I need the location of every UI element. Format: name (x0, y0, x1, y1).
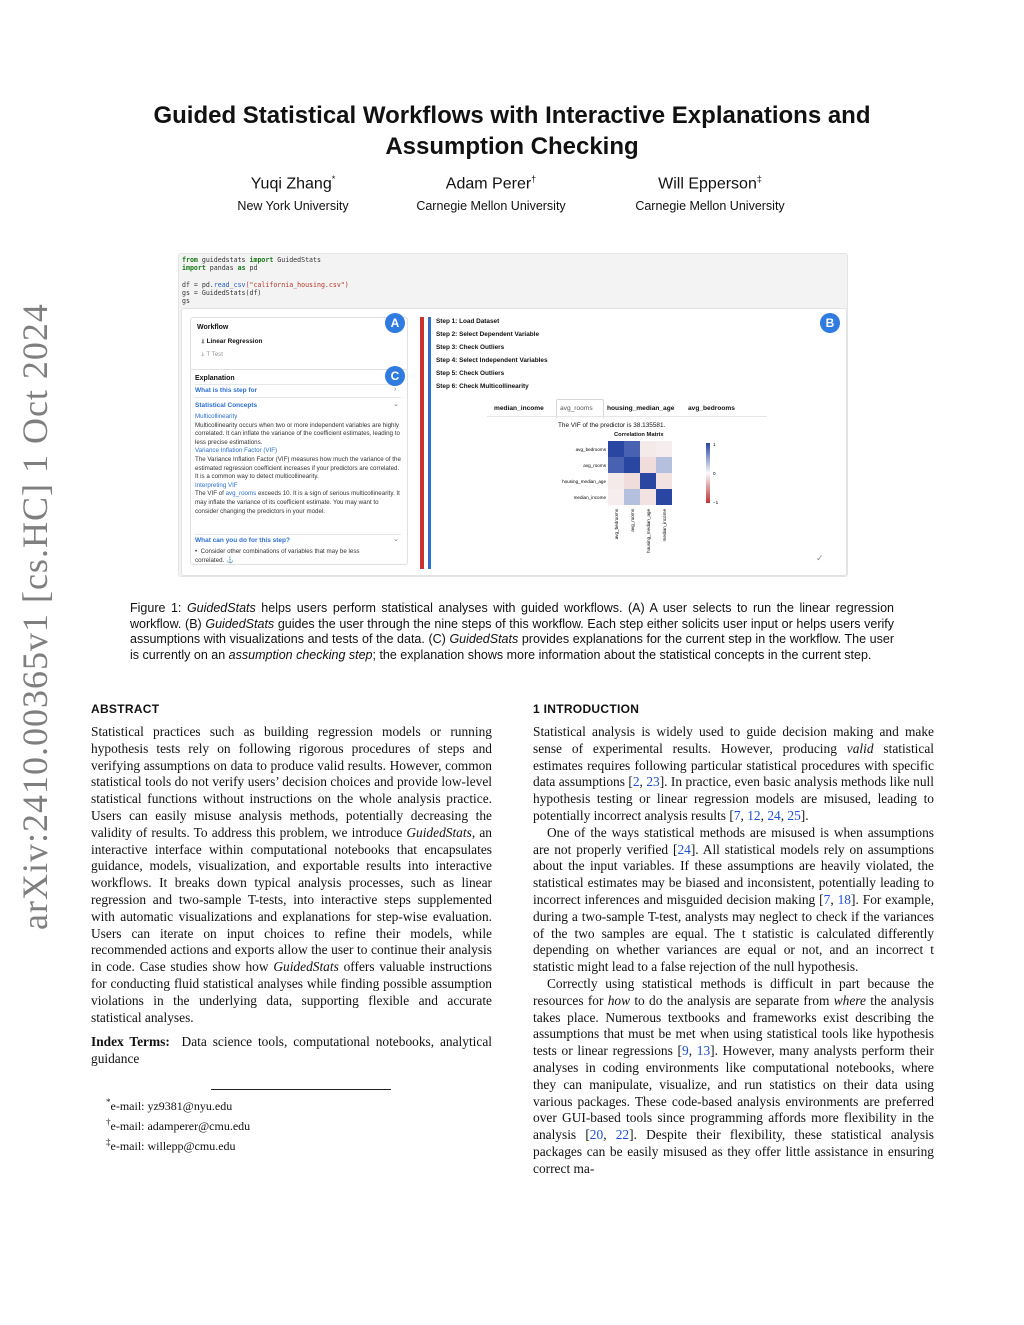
citation[interactable]: 24 (767, 807, 781, 823)
concept-interpreting-vif-text (195, 490, 401, 516)
text-span: exceeds 10. It is a sign of serious multicollinearity. It may inflate the variance of its coefficient estimate. You may want to consider changing the predictors in your model. (195, 490, 400, 515)
badge-a: A (385, 313, 405, 333)
text-segment: , (760, 807, 768, 823)
explanation-panel (190, 369, 408, 565)
badge-b: B (820, 313, 840, 333)
text-segment: Statistical analysis is widely used to guide decision making and make sense of experimental results. However, producing (533, 724, 934, 756)
text-segment: ]. In practice, even basic analysis methods like null hypothesis testing or linear regression models are misused, leading to potentially incorrect analysis results [ (533, 774, 934, 823)
author-mark: † (531, 174, 537, 184)
step-4[interactable]: Step 4: Select Independent Variables (436, 357, 548, 364)
workflow-panel (190, 317, 408, 371)
row-label: median_income (573, 495, 606, 500)
caption-segment: GuidedStats (205, 616, 275, 631)
heatmap-cell (656, 457, 672, 473)
concept-interpreting-vif-title: Interpreting VIF (195, 481, 238, 489)
code-token: read_csv (213, 280, 246, 289)
footnote-3 (106, 1135, 250, 1155)
footnote-mark: † (106, 1116, 111, 1127)
guidedstats-widget (181, 308, 847, 576)
text-segment: ]. (800, 807, 809, 823)
abstract-segment: offers valuable instructions for conducting fluid statistical analyses while finding possible assumption violations in the underlying data, supporting flexible and accurate statistical analyses. (91, 959, 493, 1025)
row-label: housing_median_age (562, 479, 606, 484)
citation[interactable]: 23 (646, 774, 660, 790)
text-segment: , (603, 1127, 616, 1143)
suggestion-item (195, 548, 385, 565)
footnote-mark: * (106, 1097, 111, 1107)
caption-segment: guides the user through the nine steps of this workflow. Each step either solicits user input or helps users verify assumptions with visualizations and tests of the data. (C) (130, 616, 894, 647)
heatmap-cell (656, 441, 672, 457)
step-1[interactable]: Step 1: Load Dataset (436, 318, 500, 325)
step-3[interactable]: Step 3: Check Outliers (436, 344, 505, 351)
caption-segment: provides explanations for the current step in the workflow. The user is currently on an (130, 632, 894, 662)
column-label: avg_bedrooms (614, 509, 619, 540)
chevron-right-icon[interactable]: › (394, 386, 397, 393)
code-token: pd (245, 264, 258, 273)
correlation-matrix-chart (562, 437, 719, 557)
index-terms-text: Data science tools, computational notebooks, analytical guidance (91, 1034, 493, 1067)
row-label: avg_bedrooms (575, 447, 606, 452)
concept-vif-text: The Variance Inflation Factor (VIF) measures how much the variance of the estimated regression coefficient increases if your predictors are correlated. It is a common way to detect multicollinearity. (195, 455, 401, 481)
author-name: Adam Perer (445, 175, 532, 193)
step-5[interactable]: Step 5: Check Outliers (436, 370, 505, 377)
caption-segment: assumption checking step (228, 647, 373, 662)
matrix-title: Correlation Matrix (614, 432, 664, 438)
abstract-column (91, 724, 492, 1068)
footnote-text: e-mail: willepp@cmu.edu (110, 1138, 236, 1153)
text-segment: , (830, 891, 838, 907)
statistical-concepts-toggle[interactable]: Statistical Concepts (195, 402, 258, 409)
code-token: GuidedStats (273, 256, 321, 264)
divider (195, 534, 401, 535)
concept-multicollinearity-title: Multicollinearity (195, 413, 238, 420)
heatmap-cell (608, 473, 624, 489)
tab-housing-median-age[interactable]: housing_median_age (607, 405, 675, 412)
heatmap-cell (656, 489, 672, 505)
text-segment: , (740, 807, 748, 823)
code-line-6 (182, 297, 842, 305)
vif-message: The VIF of the predictor is 38.135581. (558, 422, 666, 429)
text-segment: the analysis takes place. Numerous textbooks and frameworks exist describing the assumptions that must be met when using statistical tools like hypothesis tests or linear regressions [ (533, 992, 935, 1059)
row-label: avg_rooms (583, 463, 606, 468)
column-label: housing_median_age (646, 509, 651, 553)
colorbar-tick: −1 (713, 500, 719, 505)
code-line-5 (182, 289, 842, 297)
caption-segment: ; the explanation shows more information about the statistical concepts in the current step. (372, 647, 872, 662)
code-token: guidedstats (197, 256, 250, 264)
footnote-text: e-mail: yz9381@nyu.edu (110, 1099, 233, 1113)
code-token: ("california_housing.csv") (245, 280, 349, 289)
affiliation-2: Carnegie Mellon University (416, 199, 566, 213)
citation[interactable]: 25 (787, 807, 801, 823)
step-6[interactable]: Step 6: Check Multicollinearity (436, 383, 529, 390)
code-line-3 (182, 272, 842, 280)
footnote-2 (106, 1115, 250, 1135)
citation[interactable]: 7 (733, 807, 741, 823)
affiliation-3: Carnegie Mellon University (635, 199, 785, 213)
explanation-title: Explanation (195, 375, 235, 382)
heatmap-cell (624, 441, 640, 457)
citation[interactable]: 20 (589, 1127, 604, 1143)
citation[interactable]: 7 (823, 891, 831, 907)
what-can-you-do-toggle[interactable]: What can you do for this step? (195, 537, 290, 544)
intro-paragraph-3 (533, 976, 934, 1178)
flowchart-icon: ⍋ (201, 338, 207, 345)
text-segment: Correctly using statistical methods is difficult in part because the resources for (533, 975, 934, 1008)
concepts-content (195, 413, 401, 516)
heatmap-cell (608, 489, 624, 505)
code-token: gs = GuidedStats(df) (182, 288, 262, 297)
column-label: median_income (662, 509, 667, 542)
tab-underline (487, 416, 767, 417)
citation[interactable]: 18 (837, 891, 851, 907)
workflow-item-linear-regression[interactable] (201, 338, 262, 346)
author-2 (371, 174, 611, 193)
index-terms-label: Index Terms: (91, 1034, 170, 1050)
code-token: as (237, 264, 246, 273)
code-line-4 (182, 281, 842, 289)
code-token: import (249, 256, 274, 264)
heatmap-cell (624, 473, 640, 489)
tab-avg-rooms[interactable]: avg_rooms (560, 405, 593, 412)
text-segment: statistical estimates requires following particular statistical procedures with specific data assumptions [ (533, 740, 934, 790)
text-span: The VIF of (195, 490, 226, 498)
text-segment: ]. For example, during a two-sample T-test, analysts may neglect to check if the variances of the two samples are equal. The t statistic is calculated differently depending on whether variances are equal or not, and an incorrect t statistic might lead to a false rejection of the null hypothesis. (533, 891, 934, 975)
text-segment: where (833, 992, 866, 1008)
author-mark: * (331, 174, 336, 184)
workflow-item-t-test[interactable] (201, 351, 223, 359)
text-segment: valid (846, 740, 874, 756)
caption-segment: helps users perform statistical analyses with guided workflows. (A) A user selects to run the linear regression workflow. (B) (130, 601, 894, 631)
check-icon[interactable]: ✓ (816, 553, 824, 563)
author-name: Will Epperson (658, 175, 757, 193)
divider (195, 384, 401, 385)
text-segment: how (607, 992, 631, 1008)
workflow-title: Workflow (197, 324, 229, 331)
code-token: gs (182, 297, 190, 306)
chevron-down-icon[interactable]: ⌄ (393, 536, 399, 543)
caption-label: Figure 1: (130, 601, 182, 615)
what-is-step-link[interactable]: What is this step for (195, 387, 258, 394)
concept-multicollinearity-text: Multicollinearity occurs when two or more independent variables are highly correlated. It can inflate the variance of the coefficient estimates, leading to less precise estimations. (195, 421, 400, 446)
footnote-1 (106, 1095, 250, 1115)
intro-paragraph-1 (533, 724, 934, 825)
heatmap-cell (640, 473, 656, 489)
column-label: avg_rooms (630, 509, 635, 532)
bullet-icon: • (195, 548, 201, 555)
code-cell (179, 254, 845, 304)
code-token: import (182, 264, 206, 273)
text-segment: ]. Despite their flexibility, these statistical analysis packages can be easily misused as they offer little assistance in ensuring correct ma- (533, 1127, 935, 1176)
badge-c: C (385, 366, 405, 386)
citation[interactable]: 12 (747, 807, 761, 823)
workflow-item-label: Linear Regression (206, 338, 263, 345)
flowchart-icon: ⍋ (201, 351, 207, 358)
caption-segment: GuidedStats (186, 601, 256, 615)
citation[interactable]: 9 (682, 1043, 689, 1059)
affiliation-1: New York University (237, 199, 349, 213)
figure-caption (130, 601, 894, 663)
heatmap-cell (640, 441, 656, 457)
assumption-step-bar (420, 317, 424, 569)
intro-column (533, 724, 934, 1178)
heatmap-cell (640, 489, 656, 505)
tab-avg-bedrooms[interactable]: avg_bedrooms (688, 405, 735, 412)
code-token: pandas (205, 264, 238, 273)
divider (195, 397, 401, 398)
abstract-segment: GuidedStats (406, 824, 472, 840)
citation[interactable]: 13 (696, 1043, 711, 1059)
caption-segment: GuidedStats (449, 632, 519, 647)
step-2[interactable]: Step 2: Select Dependent Variable (436, 331, 539, 338)
colorbar-tick: 0 (713, 471, 716, 476)
text-segment: , (780, 807, 788, 823)
code-line-2 (182, 264, 842, 272)
author-3 (590, 174, 830, 193)
text-segment: ]. All statistical models rely on assumptions about the input variables. If these assumptions are heavily violated, the statistical estimates may be biased and inconsistent, potentially leading to incorrect inferences and misguided decision making [ (533, 841, 934, 907)
abstract-text (91, 724, 492, 1026)
arxiv-stamp: arXiv:2410.00365v1 [cs.HC] 1 Oct 2024 (15, 303, 55, 930)
heatmap-cell (608, 441, 624, 457)
tab-median-income[interactable]: median_income (494, 405, 544, 412)
citation[interactable]: 24 (677, 841, 691, 857)
citation[interactable]: 2 (632, 774, 640, 790)
index-terms (91, 1034, 492, 1068)
suggestion-text: Consider other combinations of variables that may be less correlated. (195, 548, 360, 564)
footnote-text: e-mail: adamperer@cmu.edu (110, 1118, 251, 1133)
text-segment: to do the analysis are separate from (630, 992, 834, 1008)
figure-1 (178, 253, 848, 577)
text-segment: , (639, 774, 647, 790)
author-name: Yuqi Zhang (250, 175, 332, 193)
code-token: df = pd. (182, 280, 214, 289)
code-line-1 (182, 256, 842, 264)
footnotes (106, 1095, 250, 1154)
anchor-icon[interactable]: ⚓ (225, 556, 234, 564)
footnote-rule (211, 1089, 391, 1090)
intro-heading: 1 INTRODUCTION (533, 702, 640, 716)
text-segment: One of the ways statistical methods are misused is when assumptions are not properly verified [ (533, 824, 934, 857)
abstract-segment: Statistical practices such as building regression models or running hypothesis tests rely on following rigorous procedures of steps and verifying assumptions on data to produce valid results. However, common statistical tools do not verify users’ decision choices and provide low-level statistical functions without instructions on the whole analysis practice. Users can easily misuse analysis methods, potentially decreasing the validity of results. To address this problem, we introduce (91, 724, 492, 840)
concept-vif-title: Variance Inflation Factor (VIF) (195, 447, 278, 455)
citation[interactable]: 22 (615, 1127, 630, 1143)
colorbar-tick: 1 (713, 442, 716, 447)
current-step-bar (428, 317, 431, 569)
abstract-heading: ABSTRACT (91, 702, 160, 716)
abstract-segment: GuidedStats (273, 959, 339, 975)
text-segment: ]. However, many analysts perform their analyses in coding environments like computational notebooks, where they can manipulate, visualize, and run statistics on their data using various packages. These code-based analysis environments are preferred over GUI-based tools since programming affords more flexibility in the analysis [ (533, 1043, 934, 1143)
text-segment: , (688, 1043, 697, 1059)
footnote-mark: ‡ (106, 1136, 111, 1147)
intro-paragraph-2 (533, 825, 934, 976)
workflow-item-label: T Test (206, 351, 223, 358)
author-mark: ‡ (756, 174, 762, 184)
heatmap-cell (624, 489, 640, 505)
colorbar (706, 443, 710, 503)
heatmap-cell (608, 457, 624, 473)
caption-body (130, 601, 894, 662)
heatmap-cell (624, 457, 640, 473)
variable-name: avg_rooms (225, 490, 257, 498)
chevron-down-icon[interactable]: ⌄ (393, 401, 399, 408)
abstract-segment: , an interactive interface within computational notebooks that encapsulates guidance, models, visualization, and exportable results into interactive workflows. It breaks down typical analysis processes, such as linear regression and two-sample T-tests, into interactive steps supplemented with automatic visualizations and explanations for step-wise evaluation. Users can iterate on input choices to refine their models, while recommended actions and exports allow the user to continue their analysis in code. Case studies show how (91, 824, 492, 975)
paper-title: Guided Statistical Workflows with Interactive Explanations and Assumption Checking (153, 102, 871, 160)
code-token: from (182, 256, 198, 264)
heatmap-cell (656, 473, 672, 489)
heatmap-cell (640, 457, 656, 473)
